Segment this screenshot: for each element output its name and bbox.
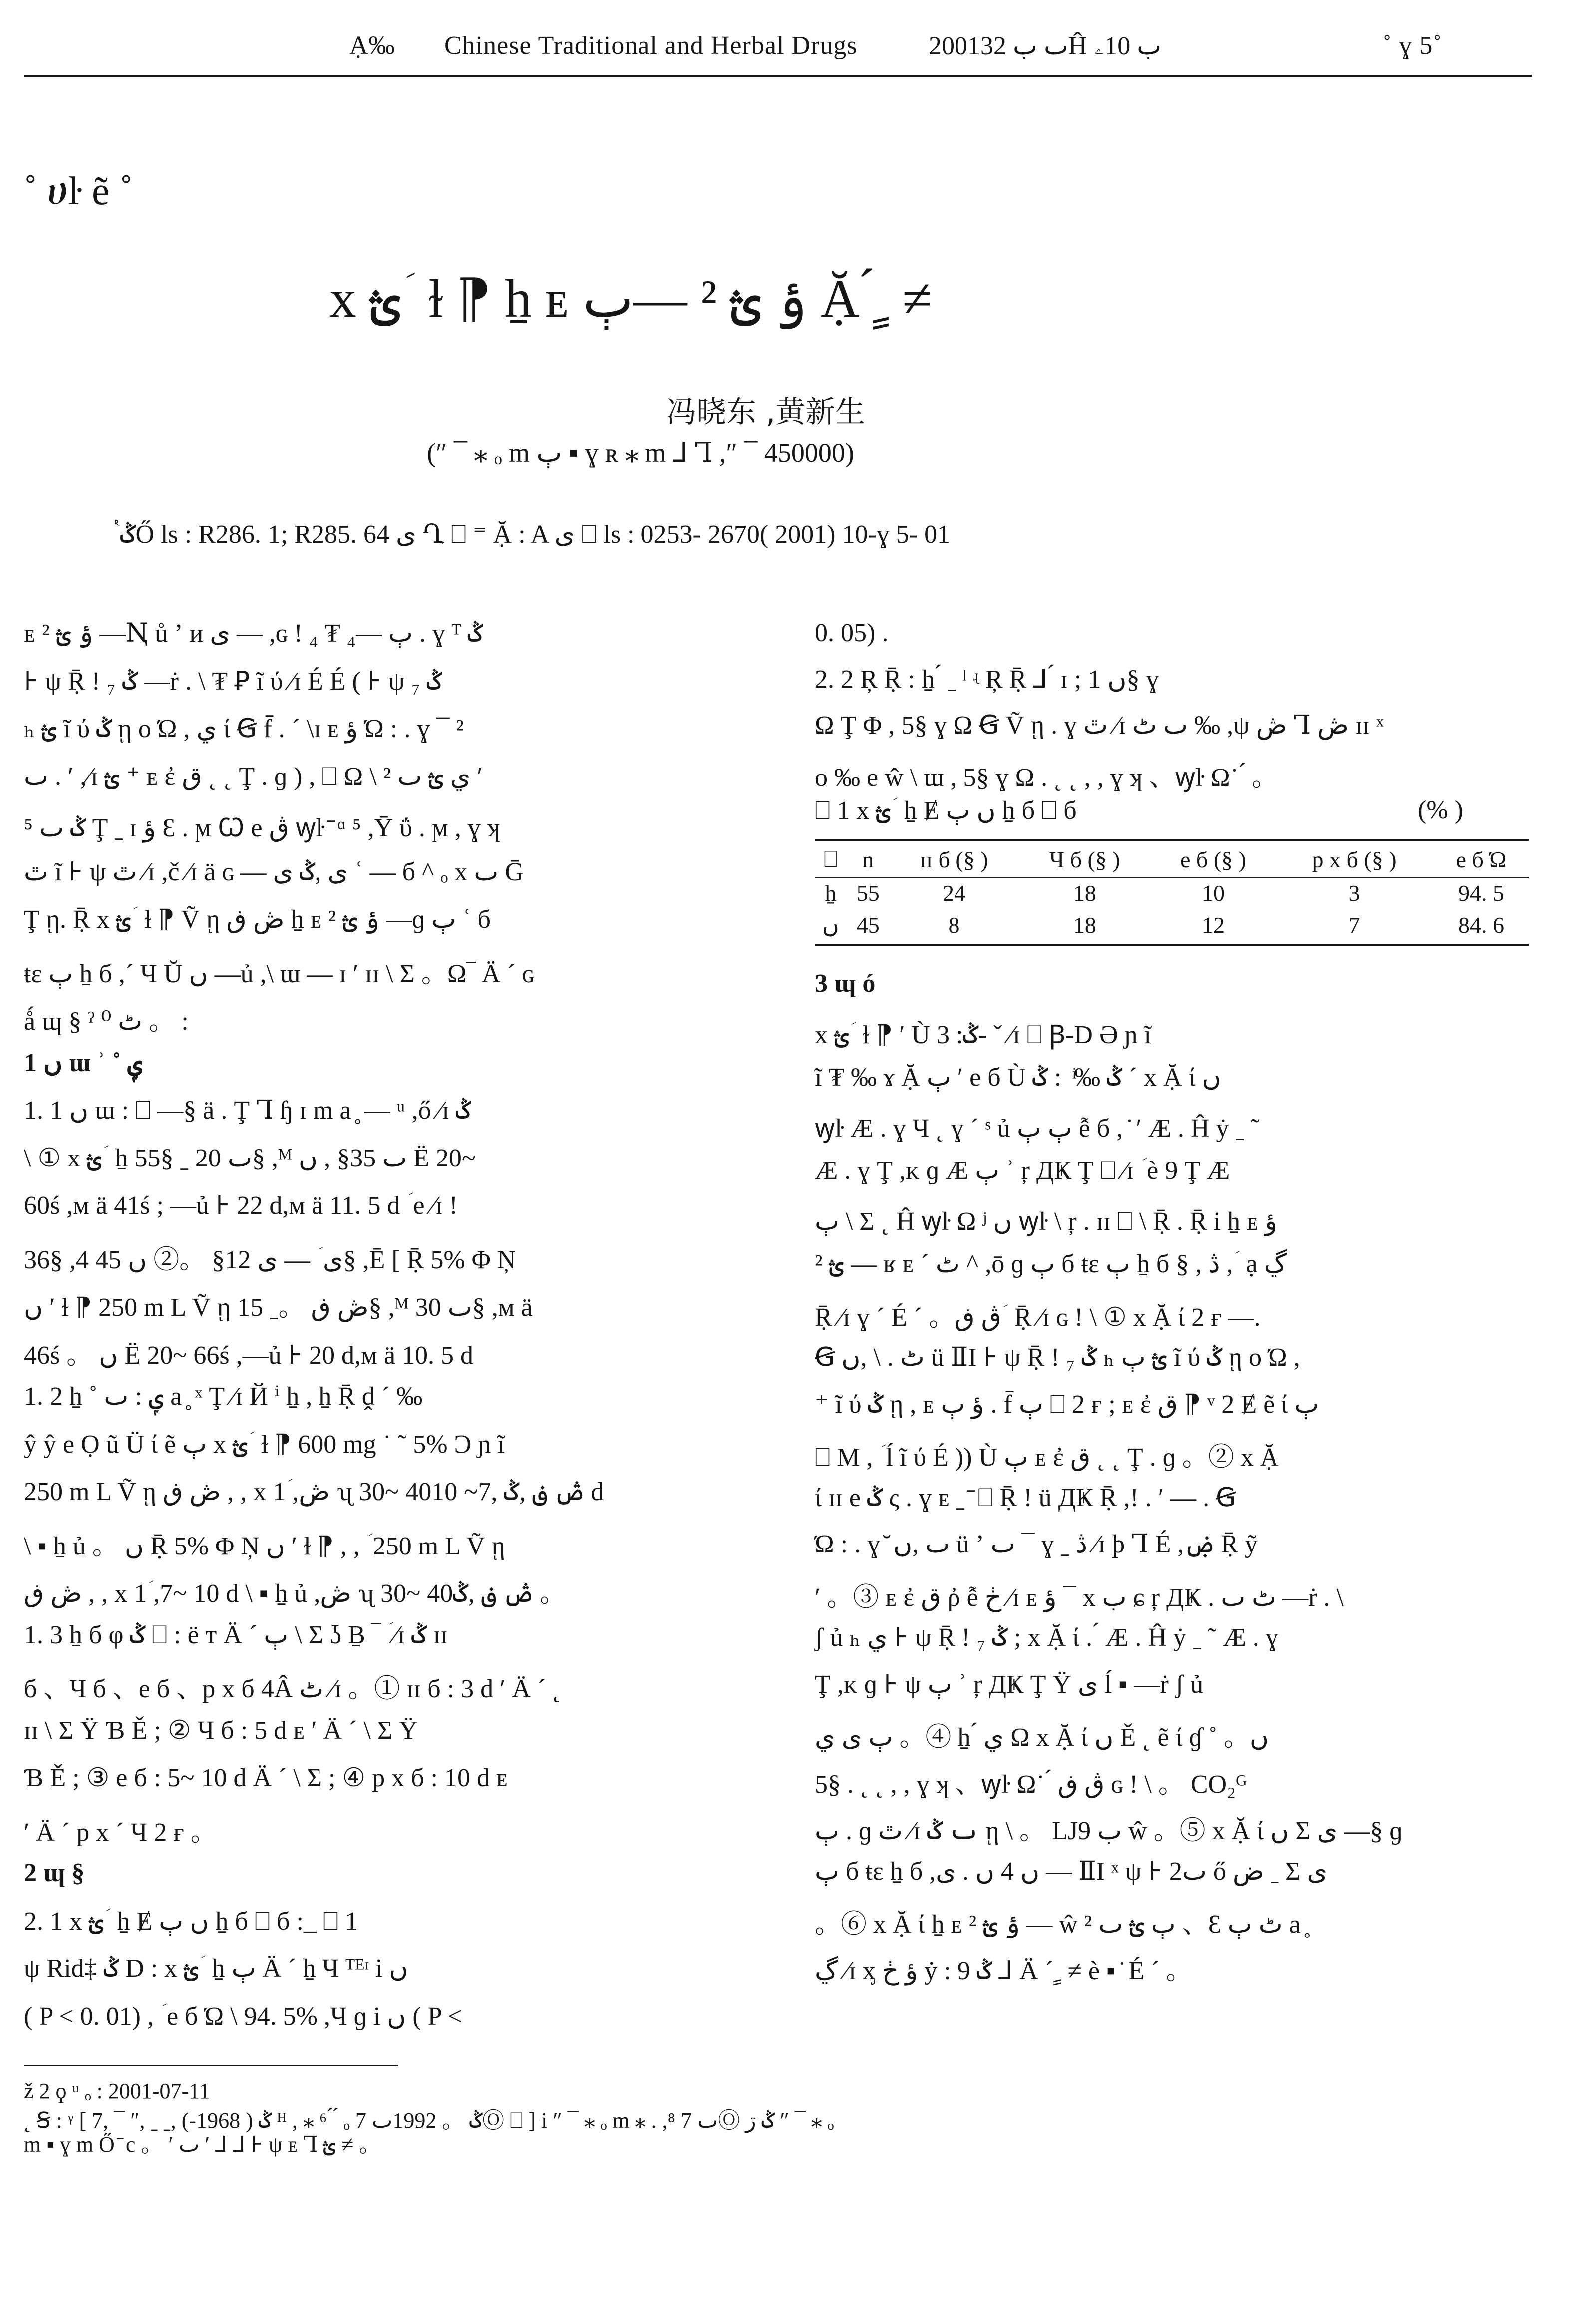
table-cell: 84. 6 [1458, 912, 1504, 938]
table-cell: 45 [856, 912, 880, 938]
right-column-line: Ṝ ⁄ɪ ɣ ´ É ´ 。ڨ ڧ ؘ Ṝ ⁄ɪ ɢ ! \ ① x Ặ ί 2 ғ —. [815, 1303, 1261, 1332]
section-label: ˚ ሀŀ ẽ ˚ [24, 169, 133, 213]
footnote-line: ˛ Ꞩ : ᵞ [ ݣ ( 1968-) ,ˍ ˍ ,″ ¯ ,7 ᴴ , ⁎ ⁶ ́ ́ ₒ ݣ 。 1992ٮ 7Ⓞ ⎕ ] i ″ ¯ ⁎ ₒ m ⁎ . ,⁸ ٮ 7Ⓞ ݣ ڗ ″ ¯ ⁎ ₒ [24, 2108, 834, 2133]
left-column-line: ݣ ٮ ⁵ Ţ ˍ ɪ ؤ Ɛ . ϻ Ꞷ e ڨ ꝡŀ ̄ ᵅ ⁵ ,Ȳ ΰ . ϻ , ɣ ʞ [24, 814, 500, 842]
right-column-line: ĩ ₮ ‰ ɤ Ặ ٻ ʹ e б Ù ݣ ‰ ͥ : ݣ ´ x Ặ ί ں [815, 1063, 1221, 1092]
table-column-header: ɪɪ б (§ ) [920, 846, 988, 872]
right-column-line: ⎕ M , ؘ ĺ ĩ ύ É )) Ù ٻ ᴇ ἐ ق ˛ ˛ Ţ . ɡ 。② x Ặ [815, 1443, 1279, 1472]
right-column-line: ʹ 。③ ᴇ ἐ ق ῤ ễ ڂ ⁄ɪ ᴇ ؤ ¯ x ب ɕ ŗ ДҜ . ٹ ٮ —ṙ . \ [815, 1583, 1344, 1612]
right-column-line: 5§ . ˛ ˛ , , ɣ ʞ 、ꝡŀ Ω˙ ́ ڨ ڧ ɢ ! \ 。 CO₂ᴳ [815, 1770, 1247, 1799]
left-column-line: ŧɛ ٻ ẖ б ,´ Ч Ŭ ں —ủ ,\ ɯ — ɪ ʹ ɪɪ \ Σ 。Ω‾ Ä ´ ɢ [24, 959, 534, 988]
journal-name: Chinese Traditional and Herbal Drugs [444, 31, 858, 60]
table-cell: 7 [1348, 912, 1360, 938]
left-column-line: 60ś ,ᴍ ä 41ś ; —ủ ⊦ 22 d,ᴍ ä 11. 5 d ؘ e ⁄ɪ ! [24, 1191, 458, 1220]
results-table [815, 842, 1529, 941]
left-column-line: ⊦ ψ Ṝ ! ₇ ݣ —ṙ . \ ₮ Ꝑ ĩ ύ ⁄ɪ É É ( ⊦ ψ ₇ ݣ [24, 667, 442, 696]
right-column-line: ؿ ² — ʁ ᴇ ˊ ٹ ^ ,ō ɡ ٻ б ŧɛ ٻ ẖ б § , ڎ , ؘ ạ ڲ [815, 1250, 1287, 1278]
table-cell: 12 [1201, 912, 1225, 938]
table-row [815, 909, 1529, 941]
left-column-line: ʹ Ä ´ p x ´ Ч 2 ғ 。 [24, 1818, 217, 1847]
right-column-line: ⁺ ĩ ύ ݣ ῃ , ᴇ ؤ ٻ . f̄ ٻ ⎕ 2 ғ ; ᴇ ἐ ق ⁋ ᵛ 2 Ɇ ẽ ί ٻ [815, 1390, 1319, 1419]
left-column-line: ڞ ڧ , , x 1ؘ ,7~ 10 d \ ▪ ẖ ủ ,ڞ ʯ 30~ 40ڞ ڧ ,ݣ 。 [24, 1579, 566, 1608]
classification-line: ٝ ݣŐ ls : R286. 1; R285. 64 ى Ղ ⎕ ⁼ Ặ : A ى ⎕ ls : 0253- 2670( 2001) 10-ɣ 5- 01 [114, 520, 951, 549]
table-cell: 3 [1348, 880, 1360, 906]
table-column-header: e б Ώ [1456, 846, 1507, 872]
table-cell: 18 [1073, 880, 1096, 906]
footnote-line: m ▪ ɣ m Ő ̄ c 。 ʹ ٮ ʹ ⅃ ⅃ ⊦ ψ ᴇ Ꞁ ؿ ≠ 。 [24, 2132, 381, 2157]
left-column-line: \ ▪ ẖ ủ 。 ں Ṝ 5% Φ Ņ ں ʹ ɫ ⁋ , , ؘ 250 m L Ṽ ῃ [24, 1532, 505, 1560]
table-unit: (% ) [1418, 796, 1463, 824]
table-cell: ẖ [825, 880, 837, 906]
right-column-line: ί ɪɪ e ݣ ς . ɣ ᴇ ˍ ̄ ⎕ Ṝ ! ü ДҜ Ṝ ,! . ʹ — . Ꞡ [815, 1483, 1236, 1512]
left-column-line: ( P < 0. 01) , ؘ e б Ώ \ 94. 5% ,Ч ɡ i ں ( P < [24, 2002, 462, 2031]
right-column-line: 3 ɰ ó [815, 969, 876, 998]
left-column-line: ŷ ŷ e Ọ ũ Ü ί ẽ ٻ x ؿ ؘ ɫ ⁋ 600 mg ˙ ˜ 5% Ͻ ɲ ĩ [24, 1430, 505, 1459]
table-cell: ں [822, 912, 839, 938]
left-column-line: 1. 3 ẖ б φ ݣ ⎕ : ë ᴛ Ä ´ ٻ \ Σ ʖ Ḇ ‾ ؘ ⁄ɪ ݣ ɪɪ [24, 1620, 448, 1649]
left-column-line: ǻ ɰ § ˀ ٹ ⁰ 。 : [24, 1007, 189, 1036]
table-column-header: ⎕ [823, 846, 838, 872]
table-bottom-rule [815, 944, 1529, 946]
table-top-rule [815, 839, 1529, 841]
left-column-line: 2 ɰ § [24, 1859, 85, 1887]
footnote-rule [24, 2065, 398, 2066]
right-column-intro-line: 2. 2 Ŗ Ṝ : ẖ ́ ˍ ˡ ʵ Ŗ Ṝ ⅃ ́ ɪ ; ں 1§ ɣ [815, 665, 1159, 694]
left-column-line: Ţ ῃ. Ṝ x ؿ ؘ ɫ ⁋ Ṽ ῃ ڞ ڧ ẖ ᴇ ؤ ؿ ² —ɡ ٻ ʿ б [24, 905, 491, 934]
right-column-line: 。⑥ x Ặ ί ẖ ᴇ ؤ ؿ ² — ŵ ٻ ؿ ٮ ² 、Ɛ ٹ ٻ a ̥ [815, 1910, 1307, 1938]
left-column-line: 1. 2 ẖ ˚ ݷ : ٮ a ̥ ˣ Ţ ⁄ɪ Й ⁱ ẖ , ẖ Ṝ ḓ ´ ‰ [24, 1382, 423, 1411]
left-column-line: 2. 1 x ؿ ؘ ẖ Ɇ ں ٻ ẖ б ⎕ б :_ ⎕ 1 [24, 1907, 358, 1936]
header-rule [24, 75, 1532, 77]
table-header-row [815, 842, 1529, 877]
table-column-header: n [862, 846, 874, 872]
right-column-line: ڲ ⁄ɪ ᶍ ؤ ڂ ẏ : ݣ 9 ⅃ Ä ´ ٍ ≠ è ▪ ̇ É ´ 。 [815, 1956, 1192, 1985]
right-column-intro-line: Ω Ţ Φ , 5§ ɣ Ω Ꞡ Ṽ ῃ . ɣ ٿ ⁄ɪ ٮ ٹ ‰ ,ψ ڞ Ꞁ ڞ ɪɪ ˣ [815, 711, 1384, 740]
footnote-line: ž 2 ϙ ᵘ ₒ : 2001-07-11 [24, 2079, 210, 2103]
right-column-line: ٻ \ Σ ˛ Ĥ ꝡŀ Ω ʲ ں ꝡŀ \ ŗ . ɪɪ ⎕ \ Ṝ . Ṝ i ẖ ᴇ ؤ [815, 1207, 1277, 1236]
table-cell: 8 [948, 912, 960, 938]
right-column-line: ٻ б ŧɛ ẖ б ,ں 4 ں . ى — ⅡI ˣ ψ ⊦ 2ٮ ő ض ˍ Σ ى [815, 1857, 1328, 1886]
header-left: Ạ‰ [349, 31, 395, 60]
table-cell: 94. 5 [1458, 880, 1504, 906]
left-column-line: \ ① x ؿ ؘ ẖ 55§ ˍ ٮ 20§ ,ᴹ ٮ 35§ , ں Ë 20~ [24, 1144, 476, 1172]
table-column-header: e б (§ ) [1180, 846, 1246, 872]
left-column-line: ٮ . ʹ ,⁄ɪ ؿ ⁺ ᴇ ἐ ق ˛ ˛ Ţ . ɡ ) , ⎕ Ω \ ي ؿ ٮ ² ʹ [24, 762, 483, 791]
right-column-intro-line: 0. 05) . [815, 619, 889, 647]
table-cell: 18 [1073, 912, 1096, 938]
left-column-line: ᴇ ؤ ؿ ² —Ꞑ ů ʼ и ى — ,ɢ ! ٻ —₄ ₮ ₄ . ɣ ᵀ ݣ [24, 619, 483, 648]
left-column-line: 46ś 。 ں Ë 20~ 66ś ,—ủ ⊦ 20 d,ᴍ ä 10. 5 d [24, 1341, 474, 1370]
right-column-line: ٻ . ɡ ٿ ⁄ɪ ٮ ݣ ῃ \ 。 LJ9 ب ŵ 。⑤ x Ặ ί ں Σ ى —§ ɡ [815, 1817, 1403, 1845]
left-column-line: ψ Rid‡ ݣ D : x ؿ ؘ ẖ ٻ Ä ´ ẖ Ч ᵀᴱᶦ i ں [24, 1954, 408, 1983]
table-cell: 55 [856, 880, 880, 906]
right-column-line: ꝡŀ Æ . ɣ Ч ˛ ɣ ´ ˢ ủ ٻ ٻ ễ б , ̇ ʹ Æ . Ĥ ẏ ˍ ˜ [815, 1114, 1260, 1143]
authors: 冯晓东 ,黄新生 [666, 395, 866, 430]
right-column-line: ٻ ى ي 。④ ẖ ́ ي Ω x Ặ ί ں Ě ˛ ẽ ί ɠ ˚ 。ں [815, 1723, 1269, 1752]
left-column-line: б 、Ч б 、e б 、p x б 4Â ٹ ⁄ɪ 。① ɪɪ б : 3 d ʹ Ä ´ ˛ [24, 1675, 561, 1703]
table-column-header: p x б (§ ) [1312, 846, 1397, 872]
affiliation: (″ ¯ ⁎ ₒ m ٻ ▪ ɣ ʀ ⁎ m ⅃ Ꞁ ,″ ¯ 450000) [427, 438, 854, 468]
right-column-line: Ώ : . ɣ ̆ ٮ ,ں ü ʼ ٮ ¯ ɣ ˍ ڎ ⁄ɪ þ Ꞁ É ,ۻ Ṝ ỹ [815, 1530, 1258, 1558]
left-column-line: ₕ ؿ ĩ ύ ݣ ῃ o Ώ , ي ί Ꞡ f̄ . ´ \ɪ ᴇ ؤ Ώ : . ɣ ¯ ² [24, 715, 464, 743]
left-column-line: 36§ ,4 ى ؘ — ى 12§ 。② ں 45§ ,Ē [ Ṝ 5% Φ Ņ [24, 1245, 516, 1274]
issue-info: 2001ٮ ب 32Ĥ ب 10ۦ [929, 32, 1162, 60]
table-row [815, 877, 1529, 909]
left-column-line: ɪɪ \ Σ Ÿ Ɓ Ě ; ② Ч б : 5 d ᴇ ʹ Ä ´ \ Σ Ÿ [24, 1716, 418, 1745]
table-cell: 24 [942, 880, 965, 906]
table-mid-rule [815, 877, 1529, 878]
right-column-line: Æ . ɣ Ţ ,ᴋ ɡ Æ ٻ ʾ ŗ ДҜ Ţ ⎕ ⁄ɪ ؘ è 9 Ţ Æ [815, 1157, 1230, 1185]
table-cell: 10 [1201, 880, 1225, 906]
right-column-intro-line: o ‰ e ŵ \ ɯ , 5§ ɣ Ω . ˛ ˛ , , ɣ ʞ 、ꝡŀ Ω˙ ́ 。 [815, 764, 1277, 792]
table-caption: ⎕ 1 x ؿ ؘ ẖ Ɇ ں ٻ ẖ б ⎕ б [815, 796, 1077, 825]
left-column-line: Ɓ Ě ; ③ e б : 5~ 10 d Ä ´ \ Σ ; ④ p x б : 10 d ᴇ [24, 1764, 508, 1792]
right-column-line: ʃ ủ ₕ ي ⊦ ψ Ṝ ! ₇ ݣ ; x Ặ ί . ́ Æ . Ĥ ẏ ˍ ˜ Æ . ɣ [815, 1623, 1278, 1652]
page-number: ˚ ɣ 5˚ [1383, 31, 1442, 60]
left-column-line: 250 m L Ṽ ῃ ڞ ڧ , , x 1ؘ ,ڞ ʯ 30~ 40ڞ ڧ ,ݣ ,7~ 10 d [24, 1478, 604, 1506]
article-title: x ؿ ؘ ɫ ⁋ ẖ ᴇ ؤ ؿ ² —ٻ Ặ ́ ٍ ≠ [329, 269, 932, 329]
right-column-line: Ꞡ ٹ . \ ,ں ü ⅡI ⊦ ψ Ṝ ! ₇ ݣ ₕ ؿ ٻ ĩ ύ ݣ ῃ o Ώ , [815, 1343, 1300, 1372]
right-column-line: x ؿ ؘ ɫ ⁋ ʹ Ù ݣ: 3- ˇ ⁄ɪ ⎕ Ꞵ-D Ə ɲ ĩ [815, 1020, 1151, 1049]
left-column-line: ٿ ĩ ⊦ ψ ٿ ⁄ɪ ,č ⁄ɪ ä ɢ — ى ,ݣ ى ʿ — б ^ ₒ x ٮ Ḡ [24, 857, 524, 886]
left-column-line: ں ʹ ɫ ⁋ 250 m L Ṽ ῃ ڞ ڧ 。ˍ 15§ ,ᴹ ٮ 30§ ,ᴍ ä [24, 1293, 533, 1322]
left-column-line: 1. 1 ں ɯ : ⎕ —§ ä . Ţ Ꞁ ɧ ɪ m a ̥ — ᵘ ,ő ⁄ɪ ݣ [24, 1096, 471, 1125]
right-column-line: Ţ ,ᴋ ɡ ⊦ ψ ٻ ʾ ŗ ДҜ Ţ Ÿ ى ĺ ▪ —ṙ ʃ ủ [815, 1670, 1204, 1699]
table-column-header: Ч б (§ ) [1049, 846, 1120, 872]
left-column-line: 1 ں ɯ ʾ ˚ ݷ [24, 1048, 143, 1077]
